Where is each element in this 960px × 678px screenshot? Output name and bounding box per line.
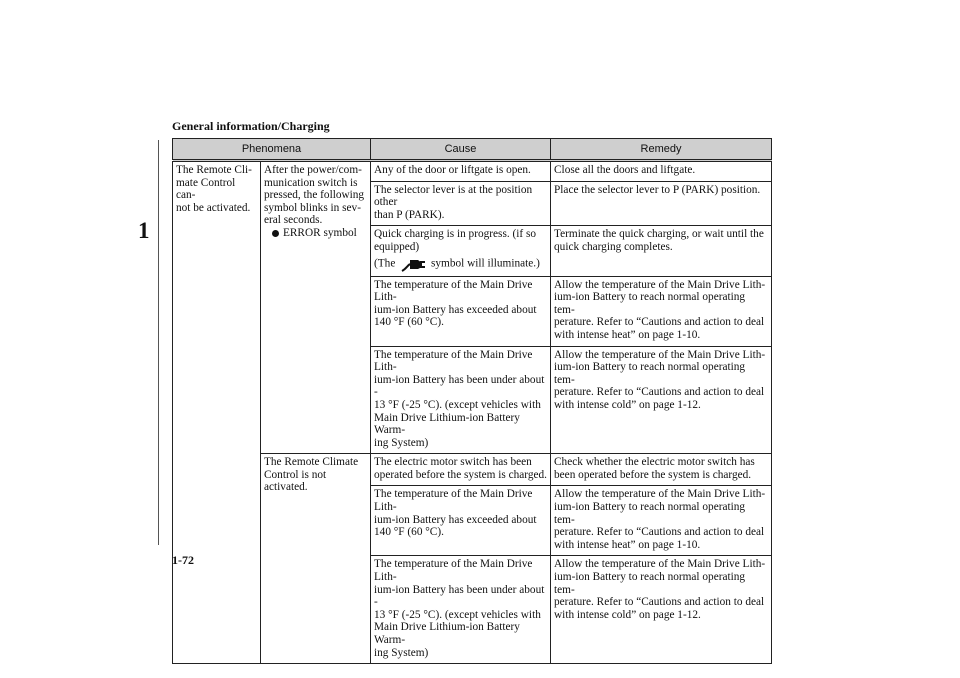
text-line: operated before the system is charged. [374, 468, 547, 481]
cause-cell [371, 161, 551, 182]
bullet-text: ERROR symbol [283, 226, 357, 239]
cause-cell [371, 346, 551, 454]
text-line: 13 °F (-25 °C). (except vehicles with [374, 398, 541, 411]
text-line: ium-ion Battery has been under about - [374, 373, 545, 399]
text-line: ium-ion Battery to reach normal operating tem- [554, 571, 746, 596]
text-line: symbol blinks in sev- [264, 201, 361, 214]
text-line: with intense heat” on page 1-10. [554, 328, 701, 341]
text-line: ium-ion Battery has been under about - [374, 583, 545, 609]
text-line: ing System) [374, 436, 429, 449]
text-line: Allow the temperature of the Main Drive Lith- [554, 278, 766, 291]
cause-cell [371, 181, 551, 226]
table-row [173, 454, 772, 486]
cause-cell [371, 454, 551, 486]
remedy-cell [551, 486, 772, 556]
text-line: ium-ion Battery has exceeded about [374, 303, 537, 316]
text-line: Main Drive Lithium-ion Battery Warm- [374, 411, 520, 437]
text-line: been operated before the system is charged. [554, 468, 752, 481]
text-line: equipped) [374, 240, 420, 253]
text-line: Allow the temperature of the Main Drive Lith- [554, 488, 766, 501]
text-line: with intense cold” on page 1-12. [554, 398, 701, 411]
text-line: The temperature of the Main Drive Lith- [374, 278, 533, 304]
text-line: quick charging completes. [554, 240, 673, 253]
remedy-cell [551, 276, 772, 346]
text-line: The Remote Cli- [176, 164, 252, 176]
text-line: perature. Refer to “Cautions and action to deal [554, 386, 765, 399]
text-line: Main Drive Lithium-ion Battery Warm- [374, 621, 520, 646]
remedy-cell [551, 346, 772, 454]
text-line: pressed, the following [264, 189, 365, 202]
text-line: mate Control can- [176, 176, 236, 202]
col-header-remedy: Remedy [551, 139, 772, 161]
text-line: The temperature of the Main Drive Lith- [374, 488, 533, 514]
text-line: Allow the temperature of the Main Drive Lith- [554, 348, 766, 361]
remedy-cell [551, 181, 772, 226]
table-header-row [173, 139, 772, 161]
text-line: perature. Refer to “Cautions and action to deal [554, 526, 765, 539]
text-line: than P (PARK). [374, 208, 445, 221]
text-line: Terminate the quick charging, or wait until the [554, 228, 764, 241]
remedy-cell [551, 161, 772, 182]
cause-cell [371, 226, 551, 276]
bullet-icon [272, 230, 279, 237]
icon-pre-text: (The [374, 257, 396, 270]
text-line: ium-ion Battery to reach normal operating tem- [554, 501, 746, 526]
remedy-cell [551, 454, 772, 486]
text-line [374, 256, 547, 272]
text-line: munication switch is [264, 176, 358, 189]
text-line: The temperature of the Main Drive Lith- [374, 348, 533, 374]
remedy-cell [551, 556, 772, 664]
text-line: perature. Refer to “Cautions and action to deal [554, 316, 765, 329]
text-line: not be activated. [176, 201, 251, 214]
section-header: General information/Charging [172, 119, 330, 133]
text-line: ium-ion Battery to reach normal operating tem- [554, 291, 746, 316]
cause-cell [371, 556, 551, 664]
text-line: Quick charging is in progress. (if so [374, 228, 537, 241]
text-line: ium-ion Battery has exceeded about [374, 513, 537, 526]
text-line: 13 °F (-25 °C). (except vehicles with [374, 608, 541, 621]
text-line: The selector lever is at the position other [374, 183, 533, 209]
troubleshooting-table [172, 138, 772, 664]
text-line: Place the selector lever to P (PARK) position. [554, 183, 761, 196]
text-line: ium-ion Battery to reach normal operating tem- [554, 361, 746, 386]
text-line: After the power/com- [264, 164, 362, 176]
chapter-divider [158, 140, 159, 545]
chapter-number: 1 [138, 218, 150, 243]
phenomena-cell [173, 161, 261, 664]
text-line: with intense heat” on page 1-10. [554, 538, 701, 551]
condition-cell [261, 454, 371, 664]
text-line: Check whether the electric motor switch has [554, 456, 755, 469]
cause-cell [371, 276, 551, 346]
table-row [173, 161, 772, 182]
remedy-cell [551, 226, 772, 276]
text-line: The Remote Climate [264, 456, 359, 469]
bullet-item [264, 227, 367, 240]
text-line: Control is not activated. [264, 468, 327, 494]
text-line: perature. Refer to “Cautions and action to deal [554, 596, 765, 609]
text-line: Any of the door or liftgate is open. [374, 164, 531, 176]
col-header-cause: Cause [371, 139, 551, 161]
text-line: with intense cold” on page 1-12. [554, 608, 701, 621]
text-line: Allow the temperature of the Main Drive Lith- [554, 558, 766, 571]
text-line: The electric motor switch has been [374, 456, 532, 469]
text-line: 140 °F (60 °C). [374, 316, 444, 329]
text-line: 140 °F (60 °C). [374, 526, 444, 539]
condition-cell [261, 161, 371, 454]
text-line: ing System) [374, 646, 429, 659]
col-header-phenomena: Phenomena [173, 139, 371, 161]
page-number: 1-72 [172, 553, 194, 567]
text-line: The temperature of the Main Drive Lith- [374, 558, 533, 584]
icon-post-text: symbol will illuminate.) [431, 257, 540, 270]
text-line: eral seconds. [264, 214, 323, 227]
quick-charge-plug-icon [400, 256, 426, 272]
cause-cell [371, 486, 551, 556]
text-line: Close all the doors and liftgate. [554, 164, 696, 176]
